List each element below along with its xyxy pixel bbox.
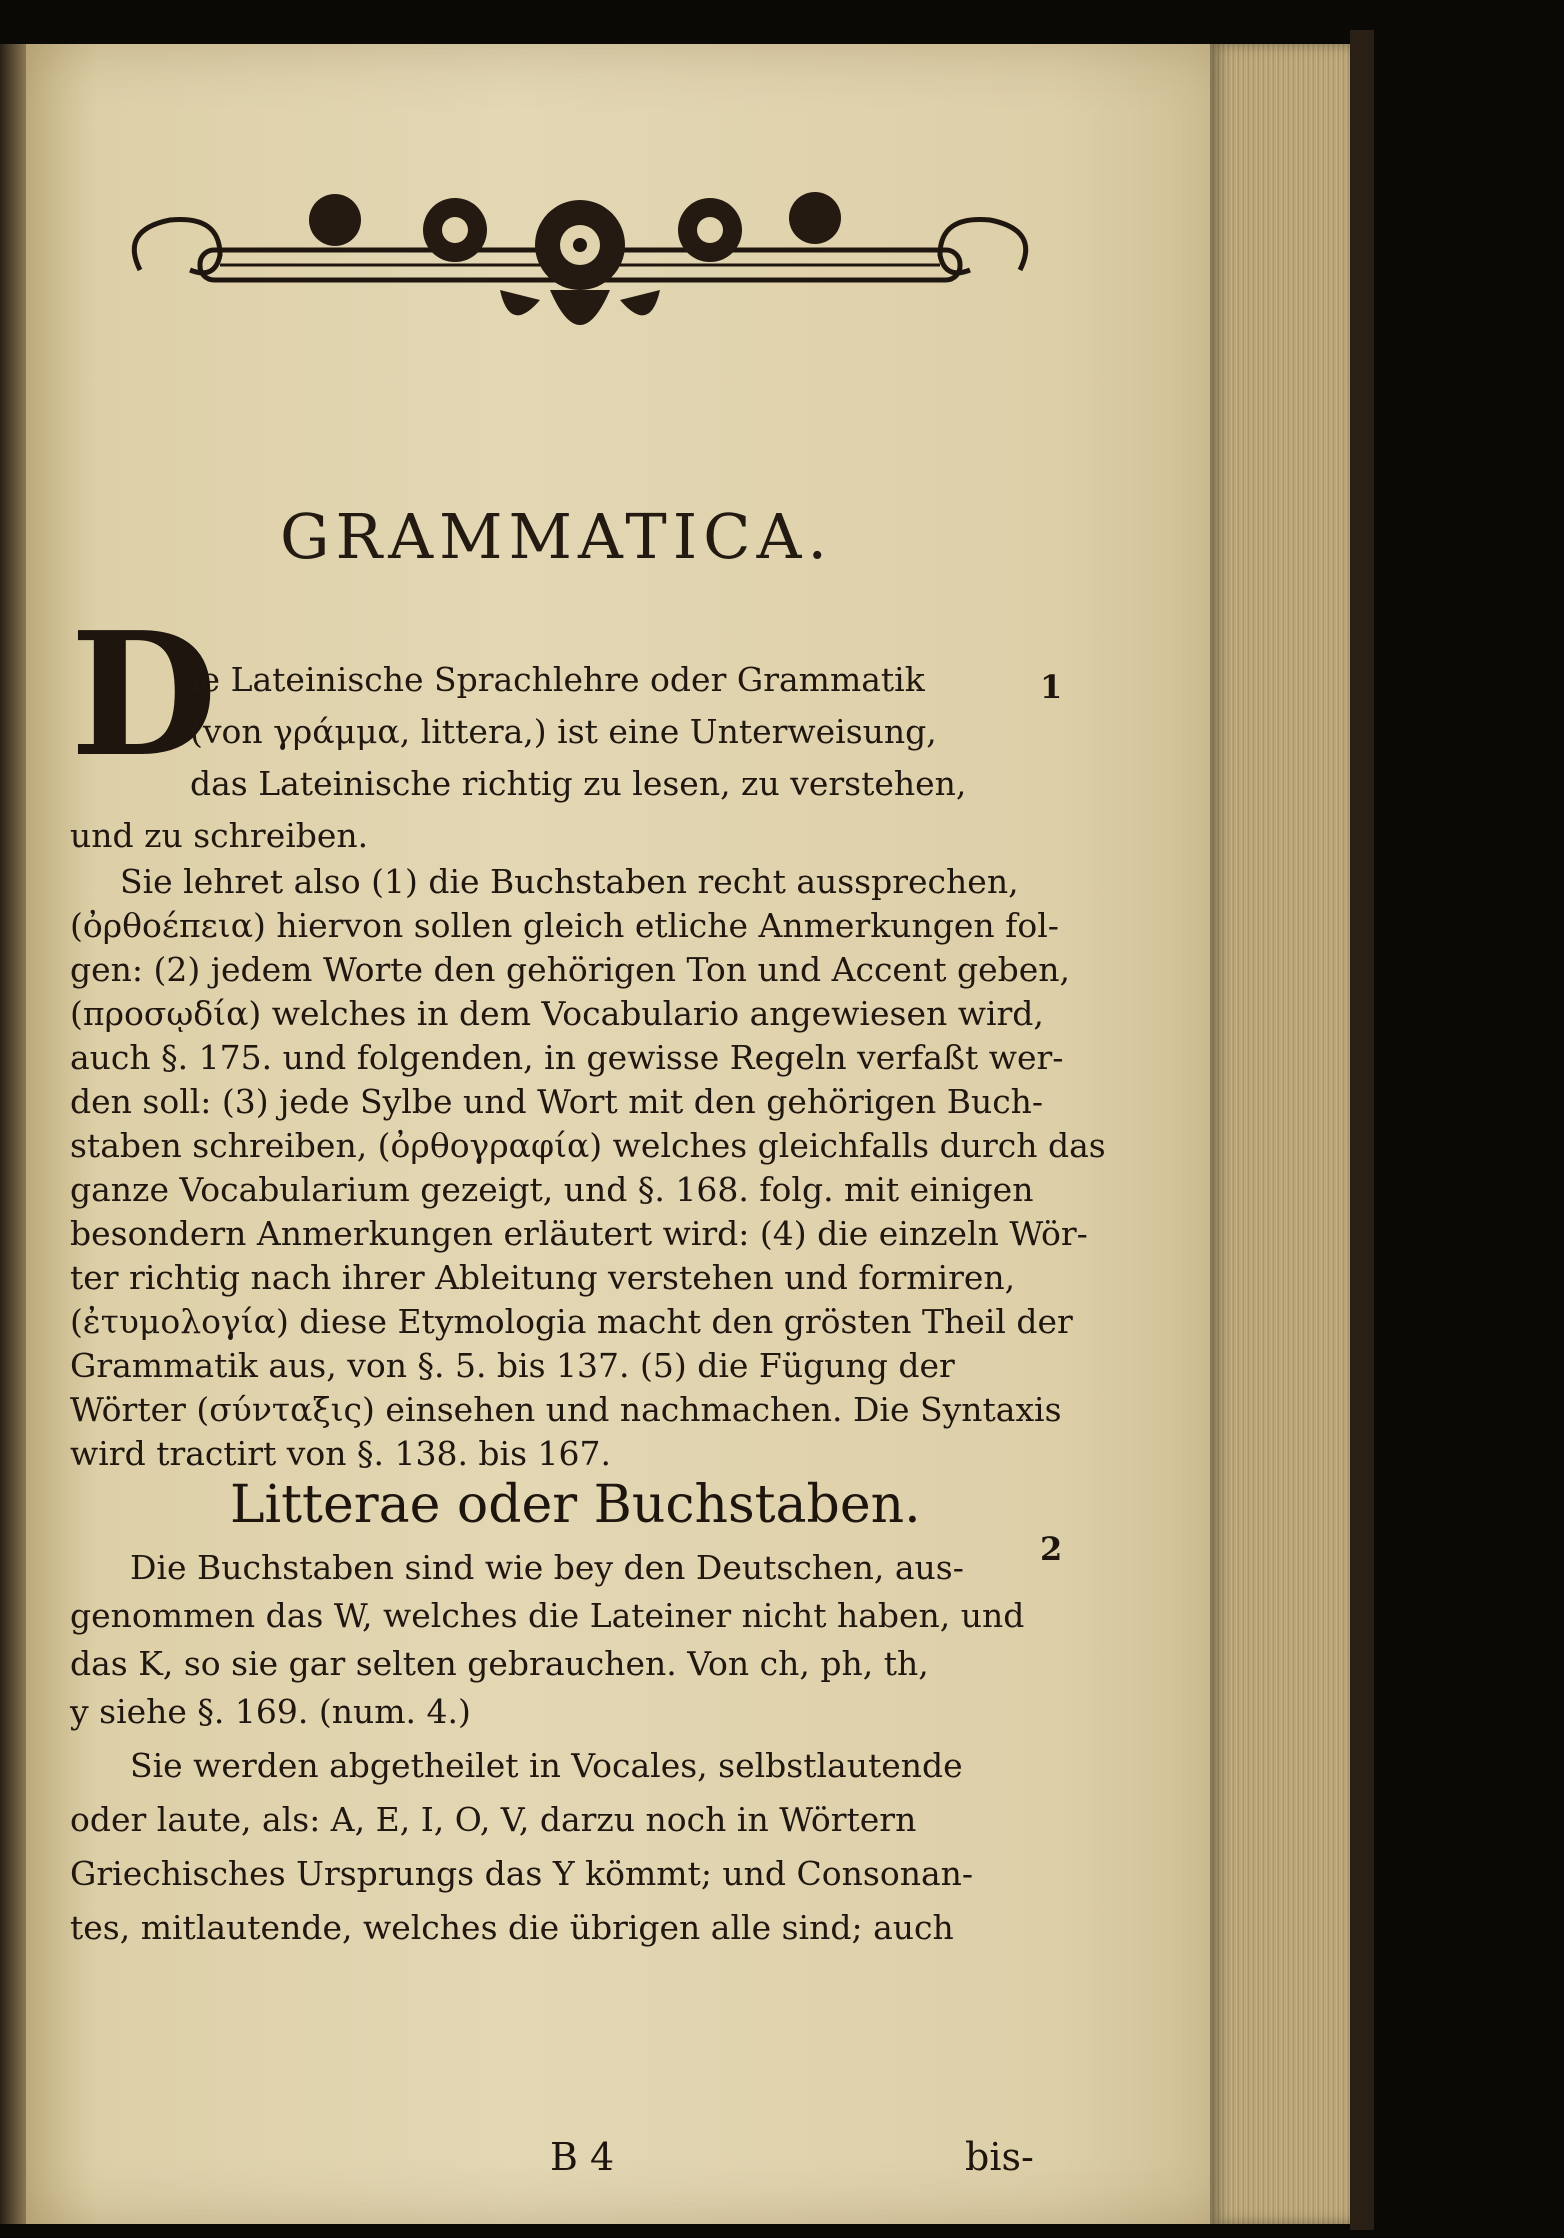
drop-cap: D: [70, 595, 218, 795]
text-line: gen: (2) jedem Worte den gehörigen Ton und Accent geben,: [70, 950, 1071, 989]
text-line: wird tractirt von §. 138. bis 167.: [70, 1434, 612, 1473]
text-line: Wörter (σύνταξις) einsehen und nachmachen. Die Syntaxis: [70, 1390, 1062, 1429]
page-title: GRAMMATICA.: [280, 500, 834, 573]
catchword: bis-: [965, 2135, 1034, 2179]
page-edges: [1210, 44, 1350, 2224]
text-line: ie Lateinische Sprachlehre oder Grammatik: [190, 660, 925, 699]
text-line: Griechisches Ursprungs das Y kömmt; und Consonan-: [70, 1854, 974, 1893]
margin-number: 1: [1040, 668, 1063, 706]
text-line: ter richtig nach ihrer Ableitung verstehen und formiren,: [70, 1258, 1016, 1297]
margin-number: 2: [1040, 1530, 1063, 1568]
text-line: und zu schreiben.: [70, 816, 369, 855]
left-page-edge: [0, 44, 26, 2224]
text-line: (ὀρθοέπεια) hiervon sollen gleich etliche Anmerkungen fol-: [70, 906, 1059, 945]
text-line: genommen das W, welches die Lateiner nicht haben, und: [70, 1596, 1025, 1635]
section-heading: Litterae oder Buchstaben.: [230, 1475, 921, 1535]
text-line: (von γράμμα, littera,) ist eine Unterweisung,: [190, 712, 937, 751]
book-cover-edge: [1350, 30, 1374, 2230]
text-line: (ἐτυμολογία) diese Etymologia macht den grösten Theil der: [70, 1302, 1073, 1341]
floral-ornament-icon: [110, 160, 1050, 370]
text-line: besondern Anmerkungen erläutert wird: (4) die einzeln Wör-: [70, 1214, 1088, 1253]
text-line: Die Buchstaben sind wie bey den Deutschen, aus-: [130, 1548, 964, 1587]
text-line: tes, mitlautende, welches die übrigen alle sind; auch: [70, 1908, 954, 1947]
text-line: den soll: (3) jede Sylbe und Wort mit den gehörigen Buch-: [70, 1082, 1044, 1121]
text-line: y siehe §. 169. (num. 4.): [70, 1692, 471, 1731]
text-line: das Lateinische richtig zu lesen, zu verstehen,: [190, 764, 967, 803]
text-line: auch §. 175. und folgenden, in gewisse Regeln verfaßt wer-: [70, 1038, 1064, 1077]
text-line: Grammatik aus, von §. 5. bis 137. (5) die Fügung der: [70, 1346, 955, 1385]
text-line: oder laute, als: A, E, I, O, V, darzu noch in Wörtern: [70, 1800, 917, 1839]
text-line: staben schreiben, (ὀρθογραφία) welches gleichfalls durch das: [70, 1126, 1106, 1165]
text-line: Sie werden abgetheilet in Vocales, selbstlautende: [130, 1746, 963, 1785]
text-line: Sie lehret also (1) die Buchstaben recht aussprechen,: [120, 862, 1019, 901]
signature-mark: B 4: [550, 2135, 615, 2179]
text-line: ganze Vocabularium gezeigt, und §. 168. folg. mit einigen: [70, 1170, 1034, 1209]
text-line: (προσῳδία) welches in dem Vocabulario angewiesen wird,: [70, 994, 1044, 1033]
text-line: das K, so sie gar selten gebrauchen. Von ch, ph, th,: [70, 1644, 929, 1683]
